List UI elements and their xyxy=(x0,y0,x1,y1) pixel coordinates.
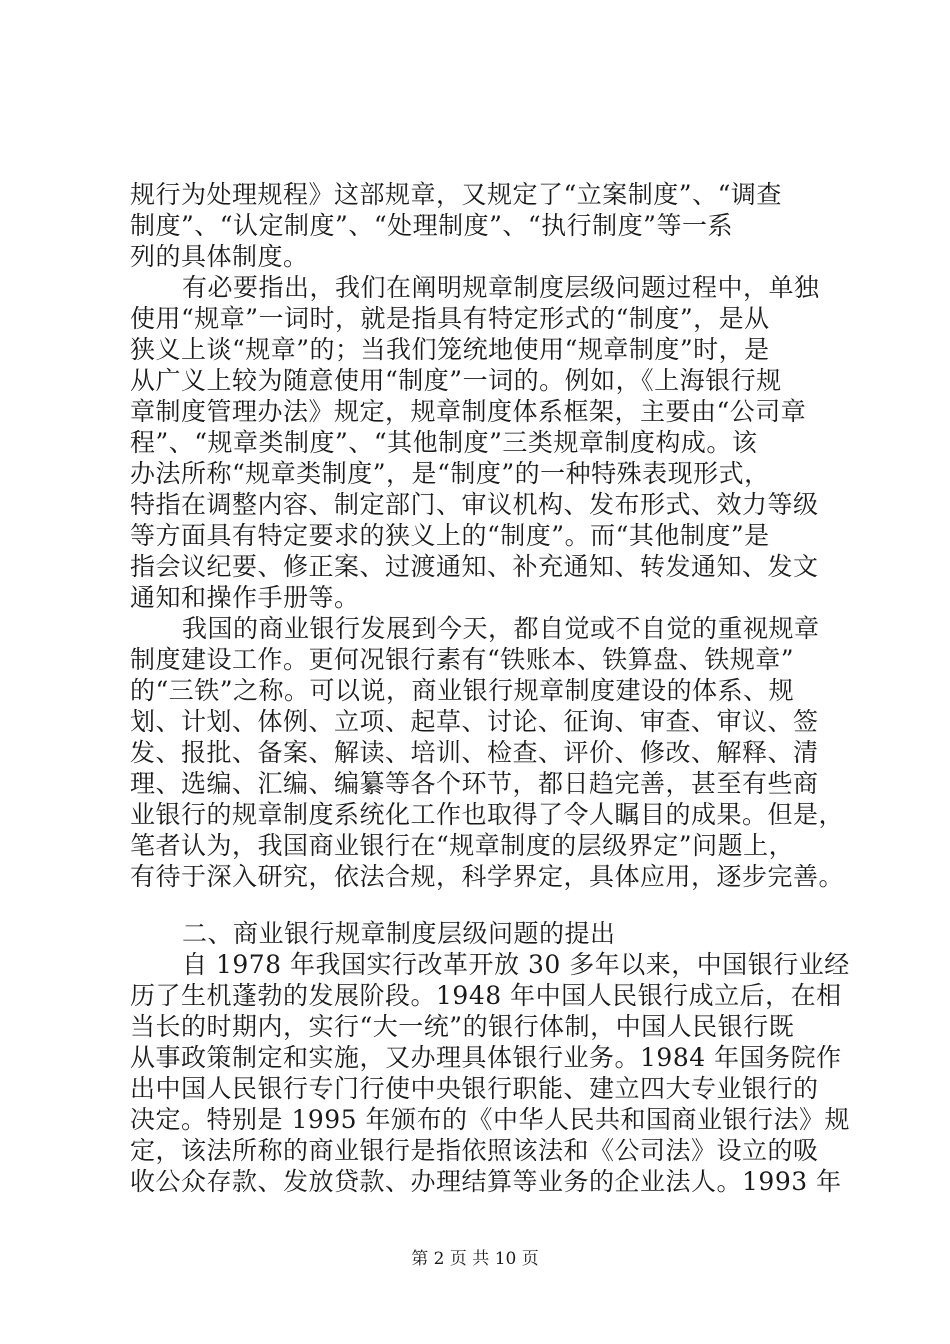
text-line: 收公众存款、发放贷款、办理结算等业务的企业法人。1993 年 xyxy=(130,1167,842,1196)
text-line: 等方面具有特定要求的狭义上的“制度”。而“其他制度”是 xyxy=(130,521,770,550)
text-line: 有待于深入研究，依法合规，科学界定，具体应用，逐步完善。 xyxy=(130,862,845,891)
text-line: 指会议纪要、修正案、过渡通知、补充通知、转发通知、发文 xyxy=(130,552,819,581)
text-line: 程”、“规章类制度”、“其他制度”三类规章制度构成。该 xyxy=(130,428,758,457)
text-line: 历了生机蓬勃的发展阶段。1948 年中国人民银行成立后，在相 xyxy=(130,981,842,1010)
text-line: 定，该法所称的商业银行是指依照该法和《公司法》设立的吸 xyxy=(130,1136,819,1165)
text-line: 办法所称“规章类制度”，是“制度”的一种特殊表现形式， xyxy=(130,459,770,488)
text-line: 我国的商业银行发展到今天，都自觉或不自觉的重视规章 xyxy=(182,614,820,643)
text-line: 制度”、“认定制度”、“处理制度”、“执行制度”等一系 xyxy=(130,211,733,240)
text-line: 从广义上较为随意使用“制度”一词的。例如，《上海银行规 xyxy=(130,366,782,395)
text-line: 出中国人民银行专门行使中央银行职能、建立四大专业银行的 xyxy=(130,1074,819,1103)
text-line: 特指在调整内容、制定部门、审议机构、发布形式、效力等级 xyxy=(130,490,819,519)
section-heading: 二、商业银行规章制度层级问题的提出 xyxy=(182,919,616,948)
text-line: 发、报批、备案、解读、培训、检查、评价、修改、解释、清 xyxy=(130,738,819,767)
text-line: 业银行的规章制度系统化工作也取得了令人瞩目的成果。但是， xyxy=(130,800,845,829)
text-line: 笔者认为，我国商业银行在“规章制度的层级界定”问题上， xyxy=(130,831,795,860)
text-line: 规行为处理规程》这部规章，又规定了“立案制度”、“调查 xyxy=(130,180,782,209)
text-line: 的“三铁”之称。可以说，商业银行规章制度建设的体系、规 xyxy=(130,676,795,705)
text-line: 通知和操作手册等。 xyxy=(130,583,360,612)
text-line: 理、选编、汇编、编纂等各个环节，都日趋完善，甚至有些商 xyxy=(130,769,819,798)
text-line: 自 1978 年我国实行改革开放 30 多年以来，中国银行业经 xyxy=(182,950,850,979)
text-line: 使用“规章”一词时，就是指具有特定形式的“制度”，是从 xyxy=(130,304,770,333)
text-line: 有必要指出，我们在阐明规章制度层级问题过程中，单独 xyxy=(182,273,820,302)
text-line: 当长的时期内，实行“大一统”的银行体制，中国人民银行既 xyxy=(130,1012,795,1041)
text-line: 从事政策制定和实施，又办理具体银行业务。1984 年国务院作 xyxy=(130,1043,842,1072)
text-line: 列的具体制度。 xyxy=(130,242,309,271)
text-line: 制度建设工作。更何况银行素有“铁账本、铁算盘、铁规章” xyxy=(130,645,795,674)
page-number-footer: 第 2 页 共 10 页 xyxy=(411,1249,539,1269)
text-line: 决定。特别是 1995 年颁布的《中华人民共和国商业银行法》规 xyxy=(130,1105,851,1134)
text-line: 划、计划、体例、立项、起草、讨论、征询、审查、审议、签 xyxy=(130,707,819,736)
text-line: 狭义上谈“规章”的；当我们笼统地使用“规章制度”时，是 xyxy=(130,335,770,364)
text-line: 章制度管理办法》规定，规章制度体系框架，主要由“公司章 xyxy=(130,397,807,426)
